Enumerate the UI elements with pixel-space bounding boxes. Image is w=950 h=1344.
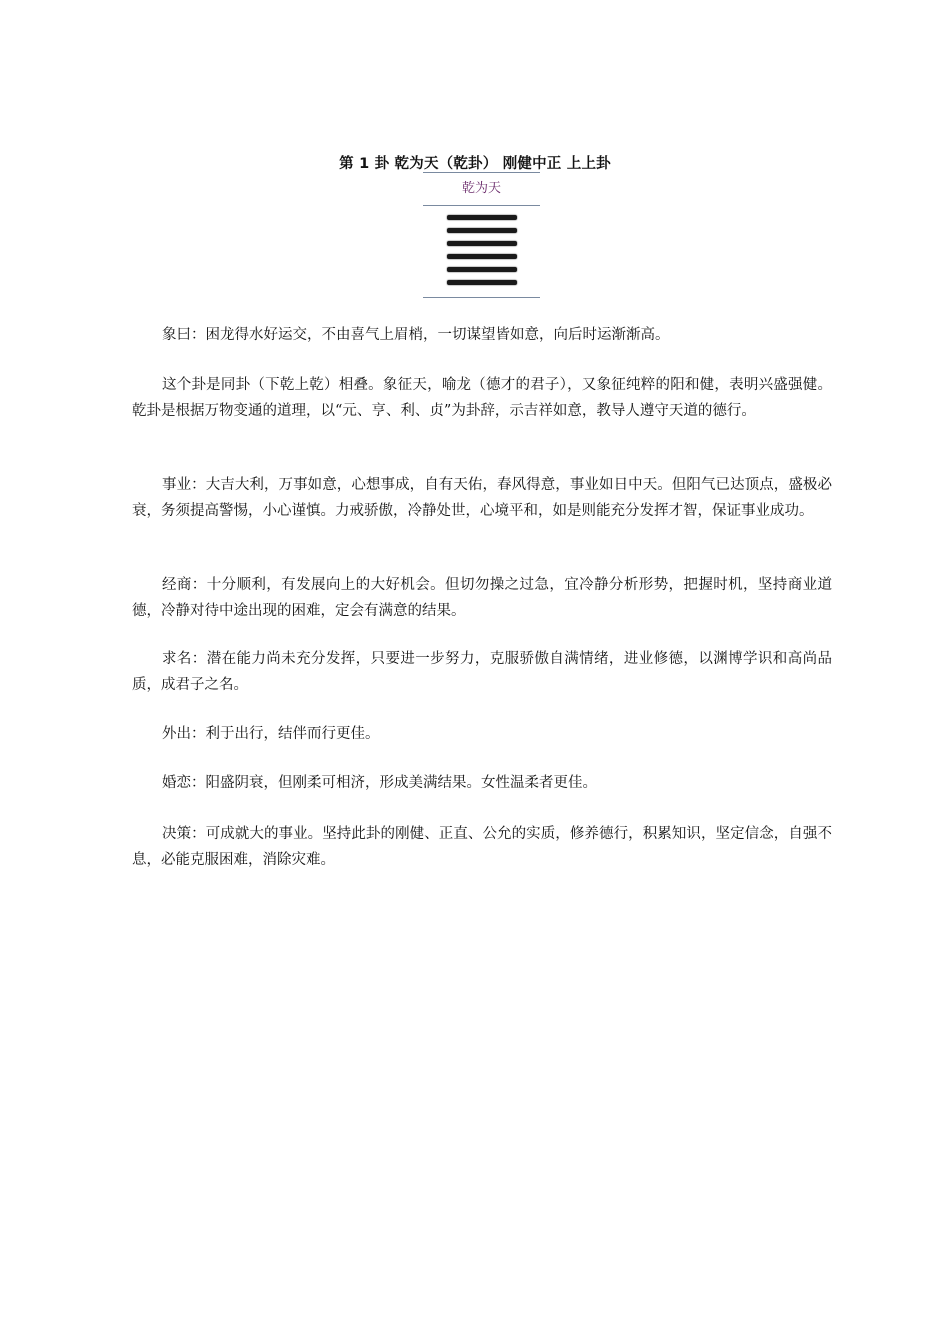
figure-top-rule: [423, 172, 540, 173]
paragraph-intro: 这个卦是同卦（下乾上乾）相叠。象征天，喻龙（德才的君子），又象征纯粹的阳和健，表明兴盛强健。乾卦是根据万物变通的道理，以“元、亨、利、贞”为卦辞，示吉祥如意，教导人遵守天道的德行。: [132, 377, 832, 419]
page-title: 第 1 卦 乾为天（乾卦） 刚健中正 上上卦: [339, 156, 611, 172]
paragraph-career: 事业：大吉大利，万事如意，心想事成，自有天佑，春风得意，事业如日中天。但阳气已达顶点，盛极必衰，务须提高警惕，小心谨慎。力戒骄傲，冷静处世，心境平和，如是则能充分发挥才智，保证事业成功。: [132, 477, 832, 519]
paragraph-fame: 求名：潜在能力尚未充分发挥，只要进一步努力，克服骄傲自满情绪，进业修德，以渊博学识和高尚品质，成君子之名。: [132, 651, 832, 693]
paragraph-marriage: 婚恋：阳盛阴衰，但刚柔可相济，形成美满结果。女性温柔者更佳。: [162, 775, 597, 791]
paragraph-decision: 决策：可成就大的事业。坚持此卦的刚健、正直、公允的实质，修养德行，积累知识，坚定信念，自强不息，必能克服困难，消除灾难。: [132, 826, 832, 868]
hexagram-line-6: [447, 280, 517, 285]
hexagram-line-5: [447, 267, 517, 272]
paragraph-travel: 外出：利于出行，结伴而行更佳。: [162, 726, 380, 742]
paragraph-business: 经商：十分顺利，有发展向上的大好机会。但切勿操之过急，宜冷静分析形势，把握时机，坚持商业道德，冷静对待中途出现的困难，定会有满意的结果。: [132, 577, 832, 619]
hexagram-line-1: [447, 215, 517, 220]
paragraph-xiang: 象曰：困龙得水好运交，不由喜气上眉梢，一切谋望皆如意，向后时运渐渐高。: [162, 327, 670, 343]
figure-caption: 乾为天: [461, 181, 501, 196]
figure-mid-rule: [423, 205, 540, 206]
hexagram-line-2: [447, 228, 517, 233]
qian-hexagram-icon: [447, 215, 517, 289]
hexagram-line-4: [447, 254, 517, 259]
figure-bottom-rule: [423, 297, 540, 298]
hexagram-figure: [423, 172, 540, 300]
hexagram-line-3: [447, 241, 517, 246]
